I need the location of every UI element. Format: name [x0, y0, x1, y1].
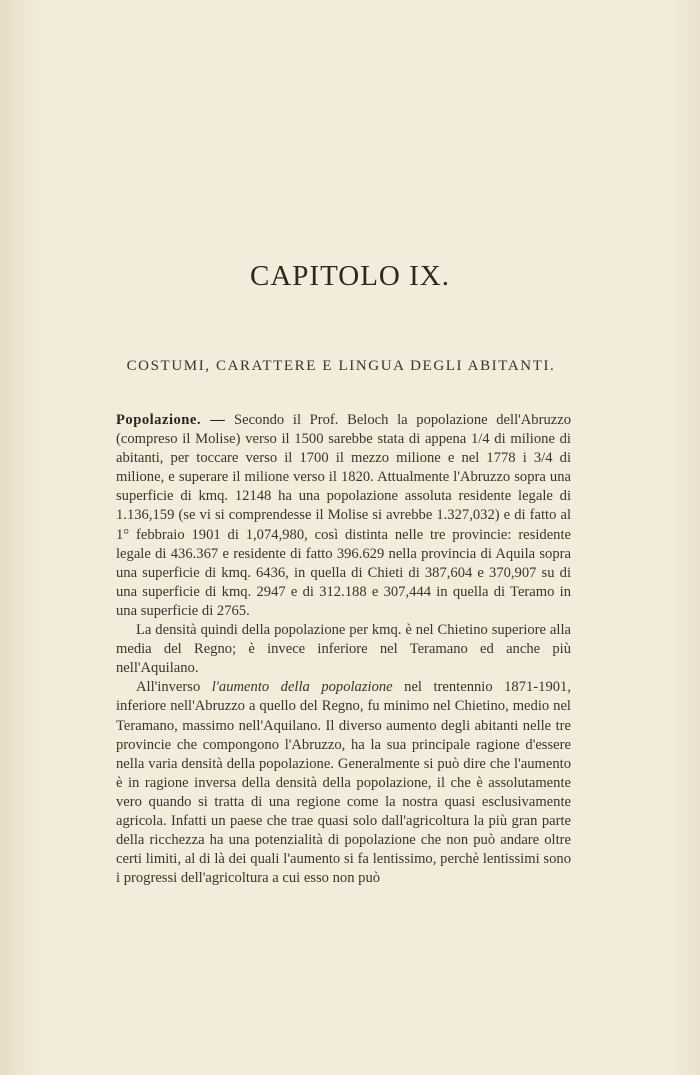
- paragraph-text: La densità quindi della popolazione per kmq. è nel Chietino superiore alla media del Regno; è invece inferiore nel Teramano ed anche più nell'Aquilano.: [116, 622, 571, 677]
- paragraph-popolazione: [116, 411, 571, 621]
- italic-term: l'aumento della popolazione: [211, 679, 393, 696]
- paragraph-aumento: [116, 678, 571, 888]
- section-title: COSTUMI, CARATTERE E LINGUA DEGLI ABITANTI.: [126, 358, 556, 374]
- paragraph-text-after: nel trentennio 1871-1901, inferiore nell'Abruzzo a quello del Regno, fu minimo nel Chietino, medio nel Teramano, massimo nell'Aquilano. Il diverso aumento degli abitanti nelle tre provincie che compongono l'Abruzzo, ha la sua principale ragione d'essere nella varia densità della popolazione. Generalmente si può dire che l'aumento è in ragione inversa della densità della popolazione, il che è assolutamente vero quando si tratta di una regione come la nostra quasi esclusivamente agricola. Infatti un paese che trae quasi solo dall'agricoltura la più gran parte della ricchezza ha una potenzialità di popolazione che non può andare oltre certi limiti, al di là dei quali l'aumento si fa lentissimo, perchè lentissimi sono i progressi dell'agricoltura a cui esso non può: [116, 679, 572, 887]
- paragraph-densita: [116, 621, 571, 678]
- chapter-title: CAPITOLO IX.: [250, 260, 450, 292]
- body-text: [116, 411, 571, 888]
- run-in-heading: Popolazione. —: [116, 412, 226, 428]
- paragraph-text-before: All'inverso: [136, 679, 212, 696]
- paragraph-text: Secondo il Prof. Beloch la popolazione dell'Abruzzo (compreso il Molise) verso il 1500 sarebbe stata di appena 1/4 di milione di abitanti, per toccare verso il 1700 il mezzo milione e nel 1778 i 3/4 di milione, e superare il milione verso il 1820. Attualmente l'Abruzzo sopra una superficie di kmq. 12148 ha una popolazione assoluta residente legale di 1.136,159 (se vi si comprendesse il Molise si avrebbe 1.327,032) e di fatto al 1° febbraio 1901 di 1,074,980, così distinta nelle tre provincie: residente legale di 436.367 e residente di fatto 396.629 nella provincia di Aquila sopra una superficie di kmq. 6436, in quella di Chieti di 387,604 e 370,907 su di una superficie di kmq. 2947 e di 312.188 e 307,444 in quella di Teramo in una superficie di 2765.: [116, 412, 572, 619]
